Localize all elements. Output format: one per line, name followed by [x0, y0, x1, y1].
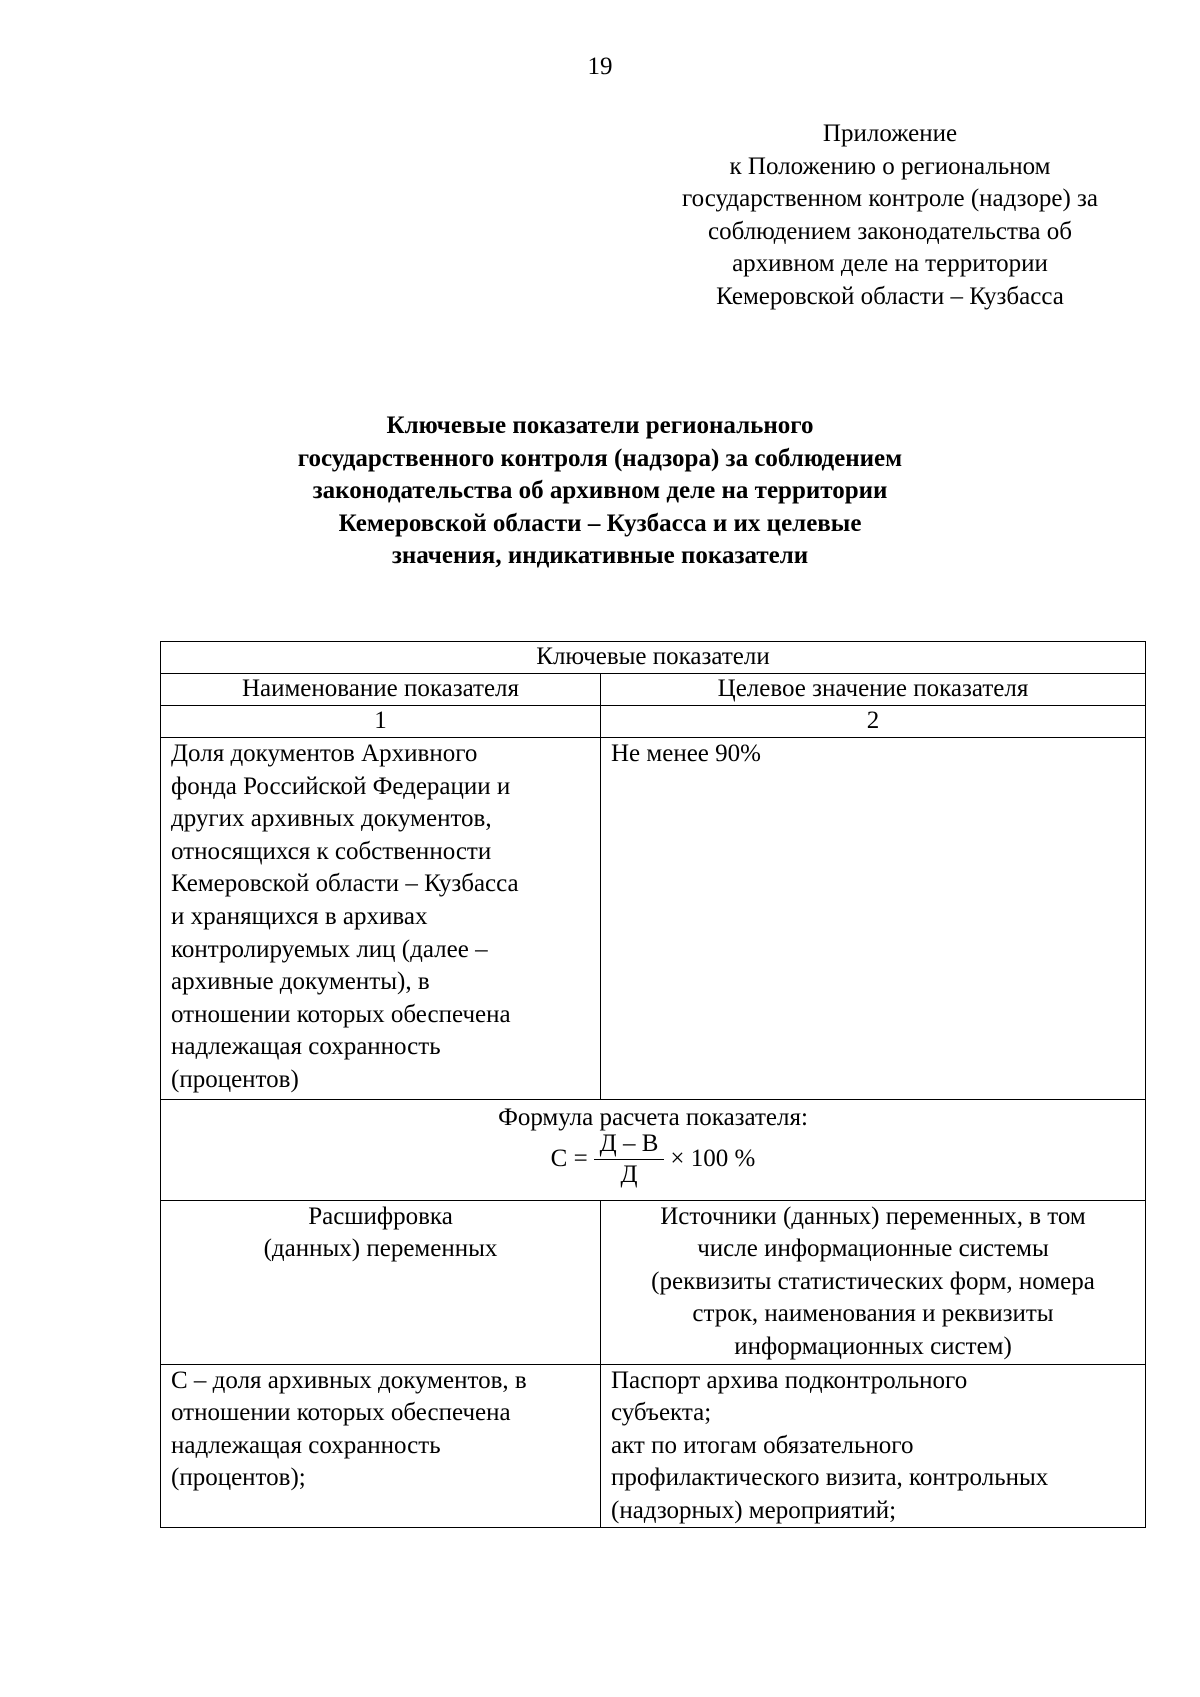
variable-description-line: отношении которых обеспечена [171, 1399, 511, 1427]
table-row [161, 1099, 1146, 1200]
variables-header-line: (данных) переменных [263, 1235, 498, 1263]
column-number-1: 1 [161, 706, 601, 738]
formula-numerator: Д – В [594, 1130, 665, 1160]
indicator-name-line: контролируемых лиц (далее – [171, 935, 488, 963]
sources-header-line: числе информационные системы [697, 1235, 1049, 1263]
indicator-name-line: фонда Российской Федерации и [171, 772, 511, 800]
table-row [161, 642, 1146, 674]
indicator-name-line: других архивных документов, [171, 805, 492, 833]
indicator-name-line: Кемеровской области – Кузбасса [171, 870, 519, 898]
title-line: Ключевые показатели регионального [386, 412, 814, 439]
column-number-2: 2 [601, 706, 1146, 738]
formula-multiplier: × 100 % [670, 1144, 756, 1172]
appendix-line: Кемеровской области – Кузбасса [716, 282, 1064, 310]
appendix-line: архивном деле на территории [732, 250, 1048, 278]
sources-header-line: (реквизиты статистических форм, номера [651, 1267, 1095, 1295]
appendix-line: Приложение [822, 120, 958, 147]
key-indicators-table [160, 641, 1146, 1528]
section-header-cell: Ключевые показатели [161, 642, 1146, 674]
variable-description-line: (процентов); [171, 1464, 306, 1492]
appendix-line: государственном контроле (надзоре) за [681, 185, 1099, 213]
document-title [150, 410, 1050, 573]
page-number: 19 [587, 53, 613, 80]
indicator-name-line: (процентов) [171, 1065, 299, 1093]
indicator-name-line: отношении которых обеспечена [171, 1000, 511, 1028]
variables-sources-header [601, 1200, 1146, 1364]
table-row [161, 738, 1146, 1100]
column-header-name: Наименование показателя [161, 674, 601, 706]
formula-lhs: С = [550, 1144, 588, 1172]
appendix-header [630, 118, 1150, 314]
table-row [161, 706, 1146, 738]
indicator-name-cell [161, 738, 601, 1100]
indicator-name-line: архивные документы), в [171, 968, 430, 996]
title-line: значения, индикативные показатели [391, 542, 809, 569]
variables-header-line: Расшифровка [308, 1202, 453, 1230]
sources-header-line: информационных систем) [734, 1332, 1012, 1360]
sources-header-line: Источники (данных) переменных, в том [660, 1202, 1086, 1230]
target-value-cell: Не менее 90% [601, 738, 1146, 1100]
variable-source-cell [601, 1364, 1146, 1528]
appendix-line: соблюдением законодательства об [708, 217, 1072, 245]
formula-cell [161, 1099, 1146, 1200]
variable-description-cell [161, 1364, 601, 1528]
variable-source-line: субъекта; [611, 1399, 712, 1427]
variable-description-line: надлежащая сохранность [171, 1431, 441, 1459]
sources-header-line: строк, наименования и реквизиты [692, 1300, 1054, 1328]
title-line: Кемеровской области – Кузбасса и их целевые [338, 509, 862, 537]
formula-denominator: Д [620, 1160, 638, 1188]
appendix-line: к Положению о региональном [729, 152, 1051, 180]
indicator-name-line: относящихся к собственности [171, 837, 492, 865]
formula-fraction [594, 1130, 665, 1189]
variable-source-line: (надзорных) мероприятий; [611, 1496, 897, 1524]
table-row [161, 674, 1146, 706]
table-row [161, 1200, 1146, 1364]
indicator-name-line: Доля документов Архивного [171, 740, 478, 767]
formula [551, 1130, 756, 1189]
variables-decoding-header [161, 1200, 601, 1364]
title-line: государственного контроля (надзора) за соблюдением [297, 444, 903, 472]
variable-description-line: С – доля архивных документов, в [171, 1366, 527, 1394]
column-header-target: Целевое значение показателя [601, 674, 1146, 706]
indicator-name-line: и хранящихся в архивах [171, 902, 428, 930]
table-row [161, 1364, 1146, 1528]
variable-source-line: акт по итогам обязательного [611, 1431, 914, 1459]
variable-source-line: Паспорт архива подконтрольного [611, 1366, 968, 1394]
formula-label: Формула расчета показателя: [498, 1103, 808, 1131]
title-line: законодательства об архивном деле на территории [312, 477, 888, 504]
variable-source-line: профилактического визита, контрольных [611, 1464, 1049, 1492]
indicator-name-line: надлежащая сохранность [171, 1033, 441, 1061]
